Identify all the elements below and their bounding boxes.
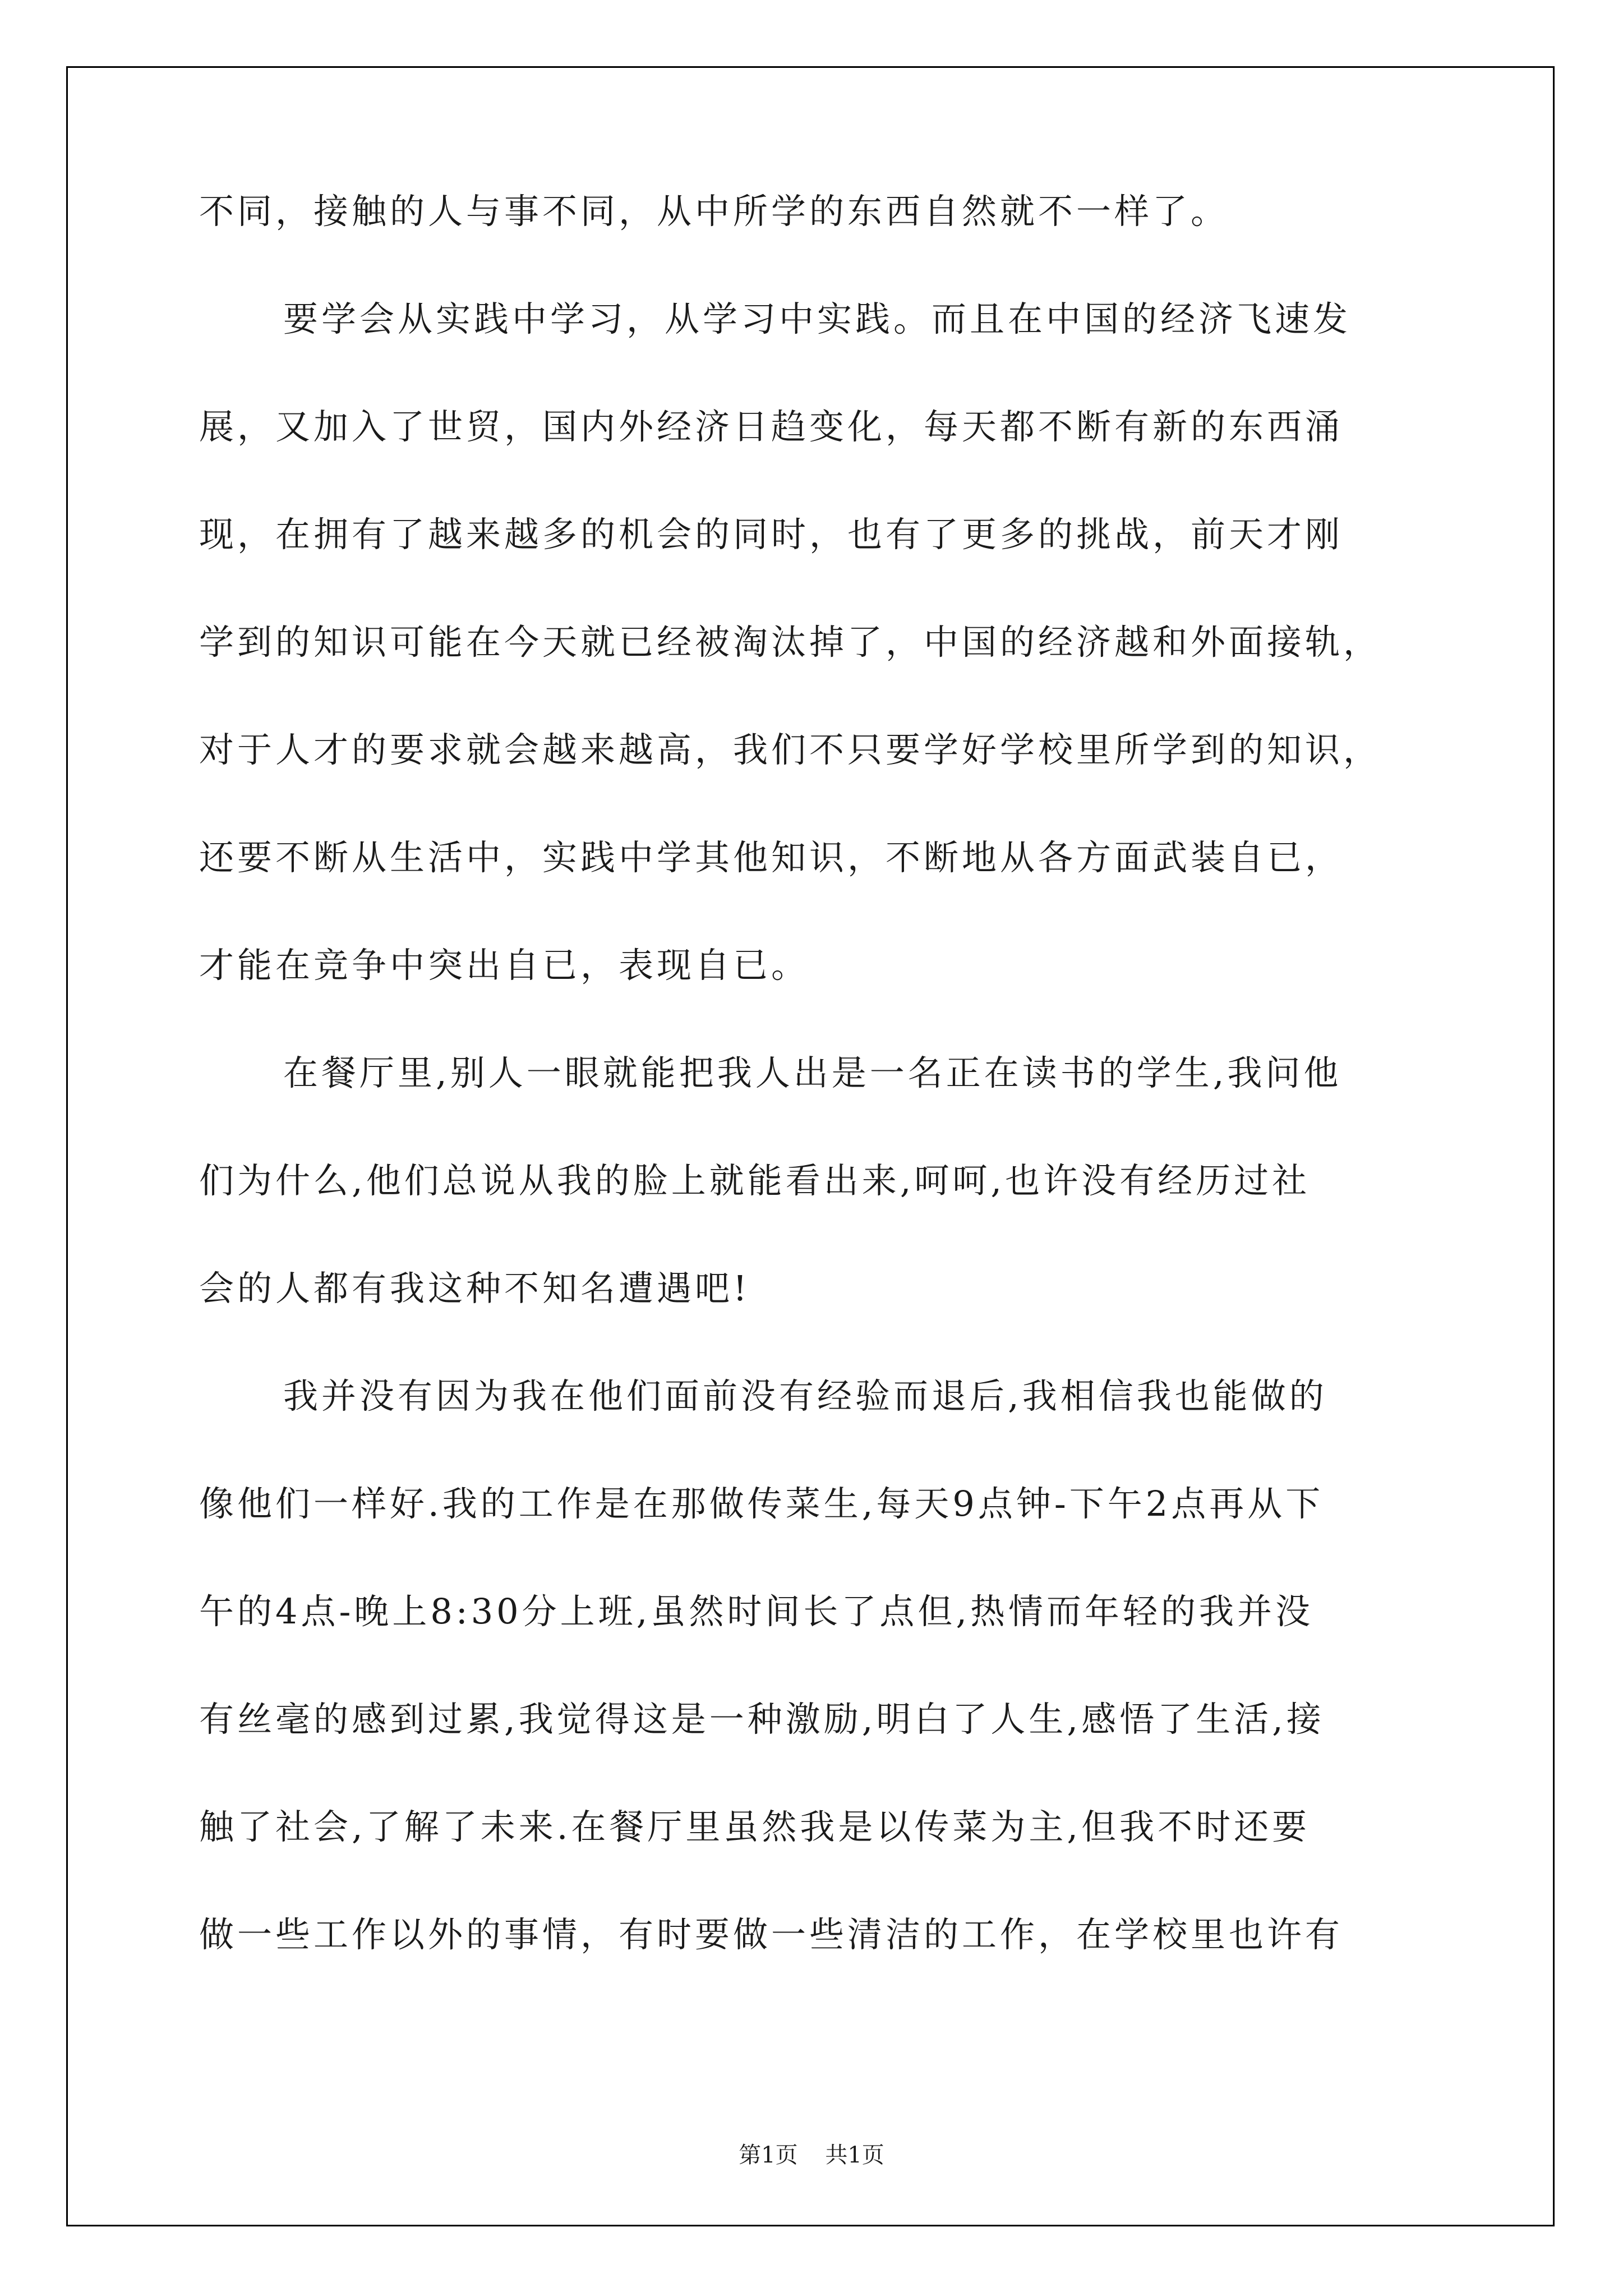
text-line: 像他们一样好.我的工作是在那做传菜生,每天9点钟-下午2点再从下 (199, 1483, 1324, 1524)
text-line: 们为什么,他们总说从我的脸上就能看出来,呵呵,也许没有经历过社 (199, 1160, 1311, 1201)
text-line: 展，又加入了世贸，国内外经济日趋变化，每天都不断有新的东西涌 (199, 406, 1344, 447)
text-line: 不同，接触的人与事不同，从中所学的东西自然就不一样了。 (199, 191, 1229, 232)
paragraph-start-line: 在餐厅里,别人一眼就能把我人出是一名正在读书的学生,我问他 (283, 1052, 1342, 1093)
text-line: 午的4点-晚上8:30分上班,虽然时间长了点但,热情而年轻的我并没 (199, 1591, 1314, 1632)
text-line: 对于人才的要求就会越来越高，我们不只要学好学校里所学到的知识， (199, 729, 1382, 770)
text-line: 会的人都有我这种不知名遭遇吧! (199, 1268, 750, 1309)
paragraph-start-line: 要学会从实践中学习，从学习中实践。而且在中国的经济飞速发 (283, 298, 1352, 339)
paragraph-start-line: 我并没有因为我在他们面前没有经验而退后,我相信我也能做的 (283, 1375, 1327, 1416)
text-line: 做一些工作以外的事情，有时要做一些清洁的工作，在学校里也许有 (199, 1914, 1344, 1955)
page-total: 共1页 (825, 2142, 884, 2168)
text-line: 现，在拥有了越来越多的机会的同时，也有了更多的挑战，前天才刚 (199, 514, 1344, 555)
text-line: 有丝毫的感到过累,我觉得这是一种激励,明白了人生,感悟了生活,接 (199, 1699, 1325, 1740)
page-number: 第1页 (739, 2142, 798, 2168)
text-line: 学到的知识可能在今天就已经被淘汰掉了，中国的经济越和外面接轨， (199, 622, 1382, 662)
text-line: 才能在竞争中突出自已，表现自已。 (199, 945, 810, 986)
page-border (66, 66, 1555, 2226)
text-line: 触了社会,了解了未来.在餐厅里虽然我是以传菜为主,但我不时还要 (199, 1806, 1311, 1847)
text-line: 还要不断从生活中，实践中学其他知识，不断地从各方面武装自已， (199, 837, 1344, 878)
page-footer (0, 2137, 1623, 2169)
